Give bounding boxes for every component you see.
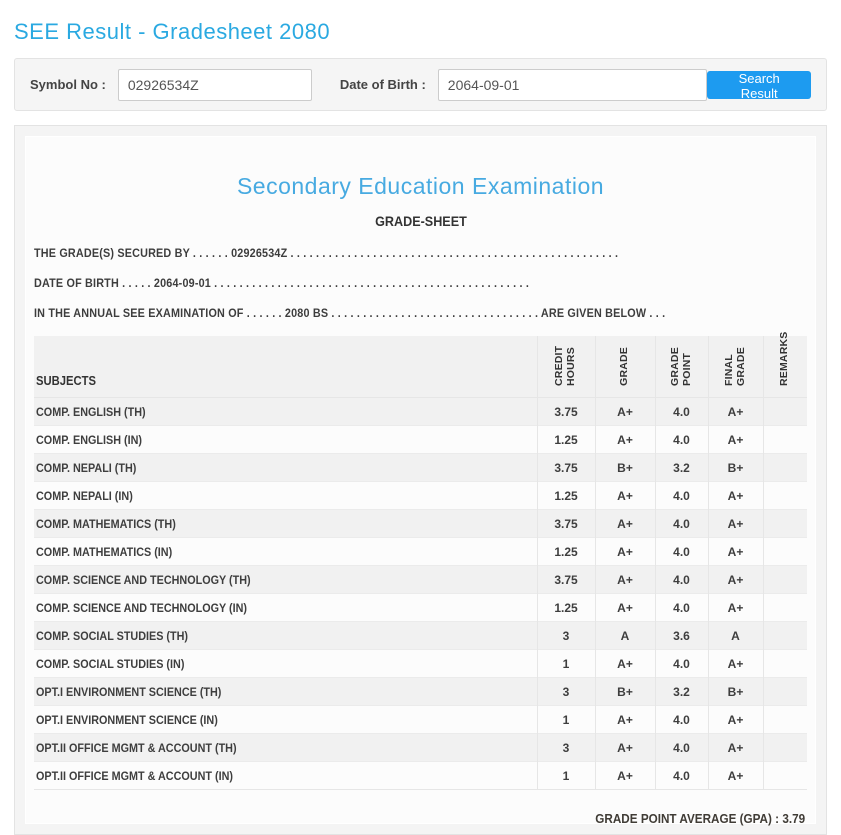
- subject-cell: [34, 482, 537, 510]
- grade-cell: A+: [595, 398, 655, 426]
- grade-cell: A+: [595, 650, 655, 678]
- grade-cell: A+: [595, 510, 655, 538]
- table-row: [34, 762, 807, 790]
- subject-cell: [34, 706, 537, 734]
- gpa-label: GRADE POINT AVERAGE (GPA) :: [595, 811, 779, 826]
- symbol-no-label: Symbol No :: [30, 77, 106, 92]
- table-header-row: [34, 336, 807, 398]
- credit-hours-cell: 3.75: [537, 454, 595, 482]
- subject-name: COMP. SCIENCE AND TECHNOLOGY (TH): [36, 572, 251, 587]
- subject-cell: [34, 594, 537, 622]
- subject-cell: [34, 650, 537, 678]
- credit-hours-cell: 3: [537, 678, 595, 706]
- grade-point-cell: 4.0: [655, 566, 708, 594]
- gpa-row: [34, 811, 807, 826]
- subject-name: OPT.II OFFICE MGMT & ACCOUNT (TH): [36, 740, 237, 755]
- remarks-cell: [763, 706, 807, 734]
- grade-cell: A+: [595, 706, 655, 734]
- final-grade-cell: A+: [708, 762, 763, 790]
- statement-lines: [34, 246, 807, 320]
- page-title: SEE Result - Gradesheet 2080: [14, 19, 331, 44]
- final-grade-cell: B+: [708, 678, 763, 706]
- grade-point-cell: 3.6: [655, 622, 708, 650]
- final-grade-cell: A+: [708, 650, 763, 678]
- credit-hours-cell: 3: [537, 734, 595, 762]
- grade-cell: A+: [595, 482, 655, 510]
- grade-cell: A+: [595, 734, 655, 762]
- credit-hours-cell: 3.75: [537, 510, 595, 538]
- subject-cell: [34, 734, 537, 762]
- remarks-cell: [763, 678, 807, 706]
- table-row: [34, 510, 807, 538]
- grade-cell: A+: [595, 538, 655, 566]
- grade-point-cell: 4.0: [655, 482, 708, 510]
- table-row: [34, 650, 807, 678]
- gradesheet-subheading: GRADE-SHEET: [374, 213, 467, 229]
- search-result-button[interactable]: Search Result: [707, 71, 811, 99]
- remarks-cell: [763, 762, 807, 790]
- credit-hours-cell: 1.25: [537, 482, 595, 510]
- subject-cell: [34, 538, 537, 566]
- final-grade-cell: B+: [708, 454, 763, 482]
- gpa-value: 3.79: [782, 811, 805, 826]
- final-grade-cell: A+: [708, 706, 763, 734]
- examination-year-line: IN THE ANNUAL SEE EXAMINATION OF . . . . . . 2080 BS . . . . . . . . . . . . . . . . . . . . . . . . . . . . . . . . . ARE GIVEN BELOW . . .: [34, 306, 666, 320]
- remarks-header: REMARKS: [763, 336, 807, 398]
- credit-hours-cell: 1: [537, 706, 595, 734]
- grades-table: [34, 331, 807, 790]
- credit-hours-cell: 1: [537, 762, 595, 790]
- grade-point-cell: 4.0: [655, 510, 708, 538]
- table-row: [34, 566, 807, 594]
- grade-point-cell: 3.2: [655, 678, 708, 706]
- remarks-cell: [763, 398, 807, 426]
- grade-point-cell: 4.0: [655, 538, 708, 566]
- table-row: [34, 538, 807, 566]
- table-row: [34, 398, 807, 426]
- subject-name: COMP. SOCIAL STUDIES (IN): [36, 656, 185, 671]
- subject-name: COMP. MATHEMATICS (IN): [36, 544, 173, 559]
- grade-cell: A+: [595, 762, 655, 790]
- date-of-birth-label: Date of Birth :: [339, 77, 426, 92]
- final-grade-cell: A+: [708, 566, 763, 594]
- credit-hours-cell: 3.75: [537, 566, 595, 594]
- subject-cell: [34, 762, 537, 790]
- result-panel: [14, 125, 827, 835]
- grade-point-cell: 4.0: [655, 706, 708, 734]
- grade-point-cell: 4.0: [655, 594, 708, 622]
- final-grade-cell: A: [708, 622, 763, 650]
- subject-name: COMP. NEPALI (IN): [36, 488, 133, 503]
- credit-hours-cell: 1: [537, 650, 595, 678]
- exam-heading: Secondary Education Examination: [236, 173, 605, 199]
- grade-point-cell: 4.0: [655, 398, 708, 426]
- subject-name: OPT.II OFFICE MGMT & ACCOUNT (IN): [36, 768, 233, 783]
- remarks-cell: [763, 510, 807, 538]
- subject-name: COMP. MATHEMATICS (TH): [36, 516, 176, 531]
- grade-cell: B+: [595, 454, 655, 482]
- date-of-birth-line: DATE OF BIRTH . . . . . 2064-09-01 . . . . . . . . . . . . . . . . . . . . . . . . . . . . . . . . . . . . . . . . . . . . . . . . . .: [34, 276, 530, 290]
- table-row: [34, 594, 807, 622]
- table-row: [34, 454, 807, 482]
- remarks-cell: [763, 734, 807, 762]
- grade-point-cell: 3.2: [655, 454, 708, 482]
- remarks-cell: [763, 538, 807, 566]
- credit-hours-cell: 3.75: [537, 398, 595, 426]
- table-row: [34, 734, 807, 762]
- symbol-no-input[interactable]: [118, 69, 312, 101]
- gradesheet-table-body: [34, 398, 807, 790]
- credit-hours-cell: 1.25: [537, 594, 595, 622]
- subject-cell: [34, 510, 537, 538]
- credit-hours-cell: 1.25: [537, 538, 595, 566]
- remarks-cell: [763, 482, 807, 510]
- subject-name: OPT.I ENVIRONMENT SCIENCE (IN): [36, 712, 218, 727]
- grade-point-header: GRADE POINT: [655, 336, 708, 398]
- final-grade-cell: A+: [708, 594, 763, 622]
- grade-point-cell: 4.0: [655, 650, 708, 678]
- subject-cell: [34, 678, 537, 706]
- final-grade-cell: A+: [708, 482, 763, 510]
- grade-point-cell: 4.0: [655, 734, 708, 762]
- table-row: [34, 426, 807, 454]
- subject-name: COMP. SOCIAL STUDIES (TH): [36, 628, 189, 643]
- credit-hours-cell: 1.25: [537, 426, 595, 454]
- remarks-cell: [763, 566, 807, 594]
- date-of-birth-input[interactable]: [438, 69, 708, 101]
- subject-cell: [34, 622, 537, 650]
- remarks-cell: [763, 650, 807, 678]
- subject-cell: [34, 398, 537, 426]
- gradesheet-card: [25, 136, 816, 824]
- subject-cell: [34, 426, 537, 454]
- grade-header: GRADE: [595, 336, 655, 398]
- table-row: [34, 706, 807, 734]
- subject-cell: [34, 566, 537, 594]
- grade-cell: A+: [595, 594, 655, 622]
- grade-point-cell: 4.0: [655, 762, 708, 790]
- grade-cell: B+: [595, 678, 655, 706]
- remarks-cell: [763, 622, 807, 650]
- subject-name: COMP. SCIENCE AND TECHNOLOGY (IN): [36, 600, 248, 615]
- final-grade-cell: A+: [708, 426, 763, 454]
- table-row: [34, 622, 807, 650]
- table-row: [34, 678, 807, 706]
- subject-cell: [34, 454, 537, 482]
- remarks-cell: [763, 454, 807, 482]
- final-grade-cell: A+: [708, 510, 763, 538]
- grade-cell: A+: [595, 426, 655, 454]
- grade-point-cell: 4.0: [655, 426, 708, 454]
- final-grade-cell: A+: [708, 538, 763, 566]
- remarks-cell: [763, 426, 807, 454]
- subject-name: COMP. ENGLISH (TH): [36, 404, 146, 419]
- subject-name: COMP. ENGLISH (IN): [36, 432, 143, 447]
- final-grade-header: FINAL GRADE: [708, 336, 763, 398]
- secured-by-line: THE GRADE(S) SECURED BY . . . . . . 02926534Z . . . . . . . . . . . . . . . . . . . . . . . . . . . . . . . . . . . . . . . . . . . . . . . . . . . .: [34, 246, 619, 260]
- subjects-header: SUBJECTS: [34, 336, 537, 398]
- table-row: [34, 482, 807, 510]
- final-grade-cell: A+: [708, 398, 763, 426]
- grade-cell: A+: [595, 566, 655, 594]
- subject-name: COMP. NEPALI (TH): [36, 460, 137, 475]
- search-panel: [14, 58, 827, 111]
- final-grade-cell: A+: [708, 734, 763, 762]
- credit-hours-cell: 3: [537, 622, 595, 650]
- grade-cell: A: [595, 622, 655, 650]
- remarks-cell: [763, 594, 807, 622]
- credit-hours-header: CREDIT HOURS: [537, 336, 595, 398]
- subject-name: OPT.I ENVIRONMENT SCIENCE (TH): [36, 684, 222, 699]
